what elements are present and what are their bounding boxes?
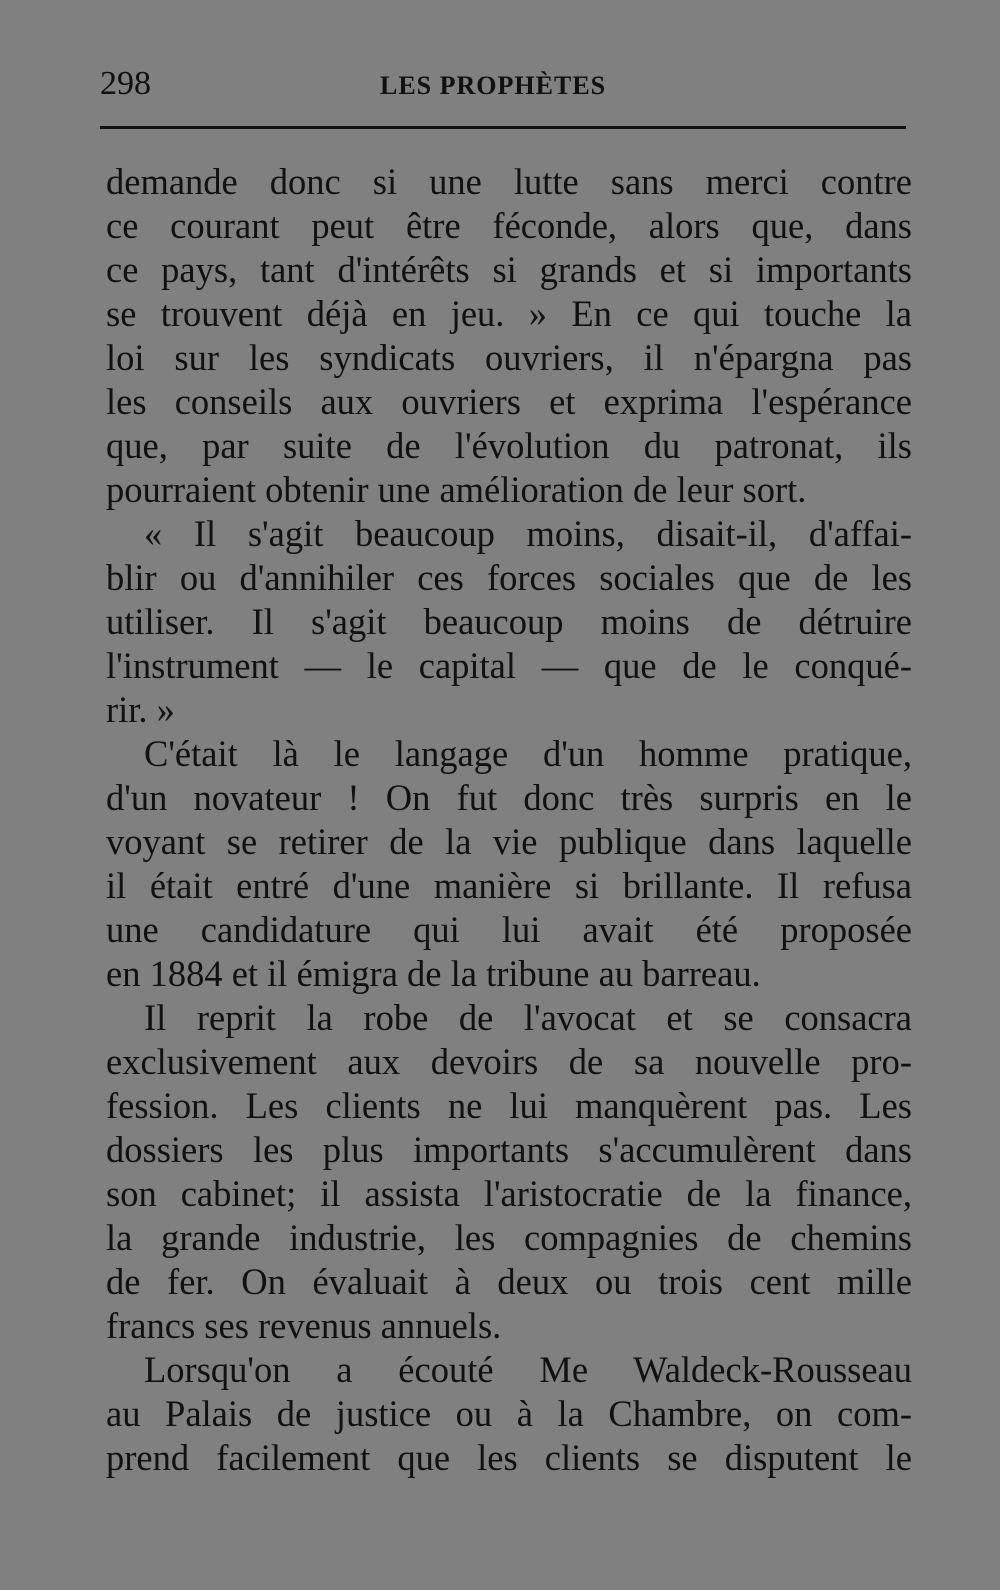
- body-text: [106, 160, 912, 1480]
- text-line: que, par suite de l'évolution du patronat, ils: [106, 425, 912, 466]
- text-line: une candidature qui lui avait été proposée: [106, 909, 912, 950]
- text-line: de fer. On évaluait à deux ou trois cent mille: [106, 1261, 912, 1302]
- running-title: LES PROPHÈTES: [380, 71, 607, 100]
- text-line: Lorsqu'on a écouté Me Waldeck-Rousseau: [144, 1349, 912, 1390]
- text-line: se trouvent déjà en jeu. » En ce qui touche la: [106, 293, 912, 334]
- text-line: loi sur les syndicats ouvriers, il n'épargna pas: [106, 337, 912, 378]
- text-line: Il reprit la robe de l'avocat et se consacra: [144, 997, 912, 1038]
- text-line: voyant se retirer de la vie publique dans laquelle: [106, 821, 912, 862]
- text-line: blir ou d'annihiler ces forces sociales que de les: [106, 557, 912, 598]
- text-line: francs ses revenus annuels.: [106, 1305, 502, 1346]
- text-line: la grande industrie, les compagnies de chemins: [106, 1217, 912, 1258]
- text-line: les conseils aux ouvriers et exprima l'espérance: [106, 381, 912, 422]
- text-line: demande donc si une lutte sans merci contre: [106, 161, 912, 202]
- text-line: son cabinet; il assista l'aristocratie de la finance,: [106, 1173, 912, 1214]
- text-line: ce courant peut être féconde, alors que, dans: [106, 205, 912, 246]
- page-header: [100, 64, 906, 104]
- text-line: C'était là le langage d'un homme pratique,: [144, 733, 912, 774]
- text-line: fession. Les clients ne lui manquèrent pas. Les: [106, 1085, 912, 1126]
- text-line: en 1884 et il émigra de la tribune au barreau.: [106, 953, 761, 994]
- text-line: dossiers les plus importants s'accumulèrent dans: [106, 1129, 912, 1170]
- text-line: pourraient obtenir une amélioration de leur sort.: [106, 469, 807, 510]
- header-rule: [100, 126, 906, 129]
- text-line: ce pays, tant d'intérêts si grands et si importants: [106, 249, 912, 290]
- text-line: d'un novateur ! On fut donc très surpris en le: [106, 777, 912, 818]
- text-line: exclusivement aux devoirs de sa nouvelle pro-: [106, 1041, 912, 1082]
- text-line: il était entré d'une manière si brillante. Il refusa: [106, 865, 912, 906]
- text-line: rir. »: [106, 689, 175, 730]
- page-number: 298: [100, 65, 151, 102]
- text-line: au Palais de justice ou à la Chambre, on com-: [106, 1393, 912, 1434]
- text-line: utiliser. Il s'agit beaucoup moins de détruire: [106, 601, 912, 642]
- text-line: l'instrument — le capital — que de le conqué-: [106, 645, 912, 686]
- text-line: « Il s'agit beaucoup moins, disait-il, d'affai-: [144, 513, 912, 554]
- text-line: prend facilement que les clients se disputent le: [106, 1437, 912, 1478]
